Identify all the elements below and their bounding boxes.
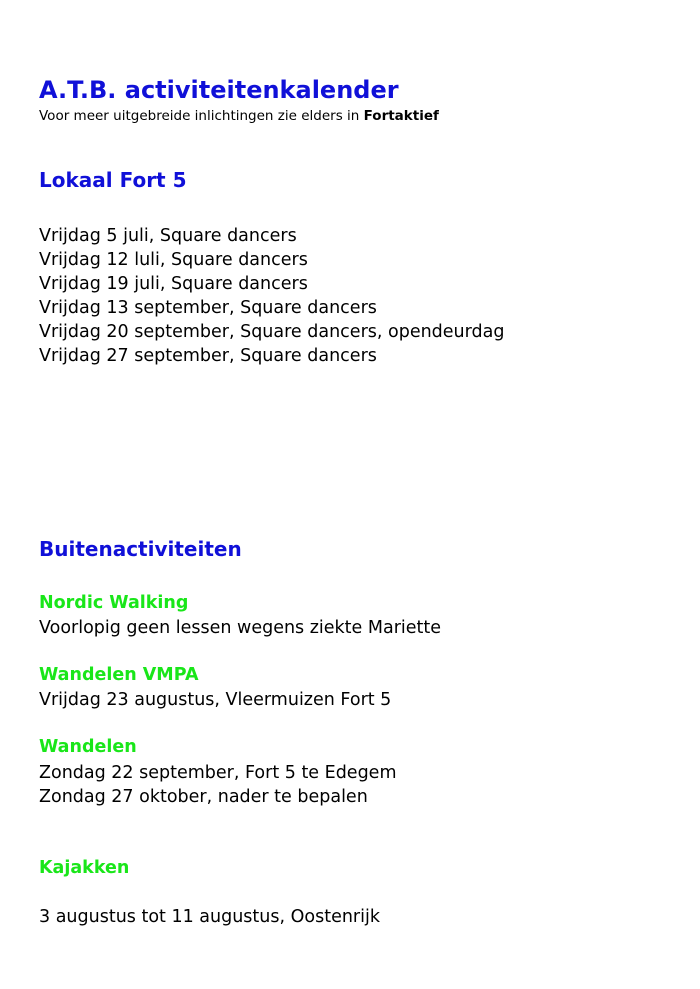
list-item: Vrijdag 13 september, Square dancers [39, 298, 377, 318]
list-item: Vrijdag 23 augustus, Vleermuizen Fort 5 [39, 690, 392, 710]
list-item: Vrijdag 19 juli, Square dancers [39, 274, 308, 294]
subtitle-text: Voor meer uitgebreide inlichtingen zie elders in [39, 108, 364, 124]
subheading-wandelen-vmpa: Wandelen VMPA [39, 665, 199, 685]
subheading-wandelen: Wandelen [39, 737, 137, 757]
list-item: Vrijdag 12 luli, Square dancers [39, 250, 308, 270]
nordic-list [39, 616, 441, 640]
section-heading-buiten: Buitenactiviteiten [39, 537, 242, 561]
wandelen-list [39, 761, 397, 809]
list-item: Vrijdag 5 juli, Square dancers [39, 226, 297, 246]
list-item: Vrijdag 20 september, Square dancers, opendeurdag [39, 322, 505, 342]
kajakken-list [39, 905, 380, 929]
vmpa-list [39, 688, 391, 712]
subheading-nordic-walking: Nordic Walking [39, 593, 189, 613]
list-item: Vrijdag 27 september, Square dancers [39, 346, 377, 366]
section-heading-lokaal: Lokaal Fort 5 [39, 168, 187, 192]
page-title: A.T.B. activiteitenkalender [39, 76, 399, 104]
list-item: Voorlopig geen lessen wegens ziekte Mariette [39, 618, 442, 638]
list-item: Zondag 22 september, Fort 5 te Edegem [39, 763, 397, 783]
list-item: Zondag 27 oktober, nader te bepalen [39, 787, 368, 807]
lokaal-list [39, 224, 504, 368]
subheading-kajakken: Kajakken [39, 858, 130, 878]
page-subtitle [39, 108, 439, 124]
subtitle-publication-name: Fortaktief [363, 108, 439, 124]
list-item: 3 augustus tot 11 augustus, Oostenrijk [39, 907, 380, 927]
